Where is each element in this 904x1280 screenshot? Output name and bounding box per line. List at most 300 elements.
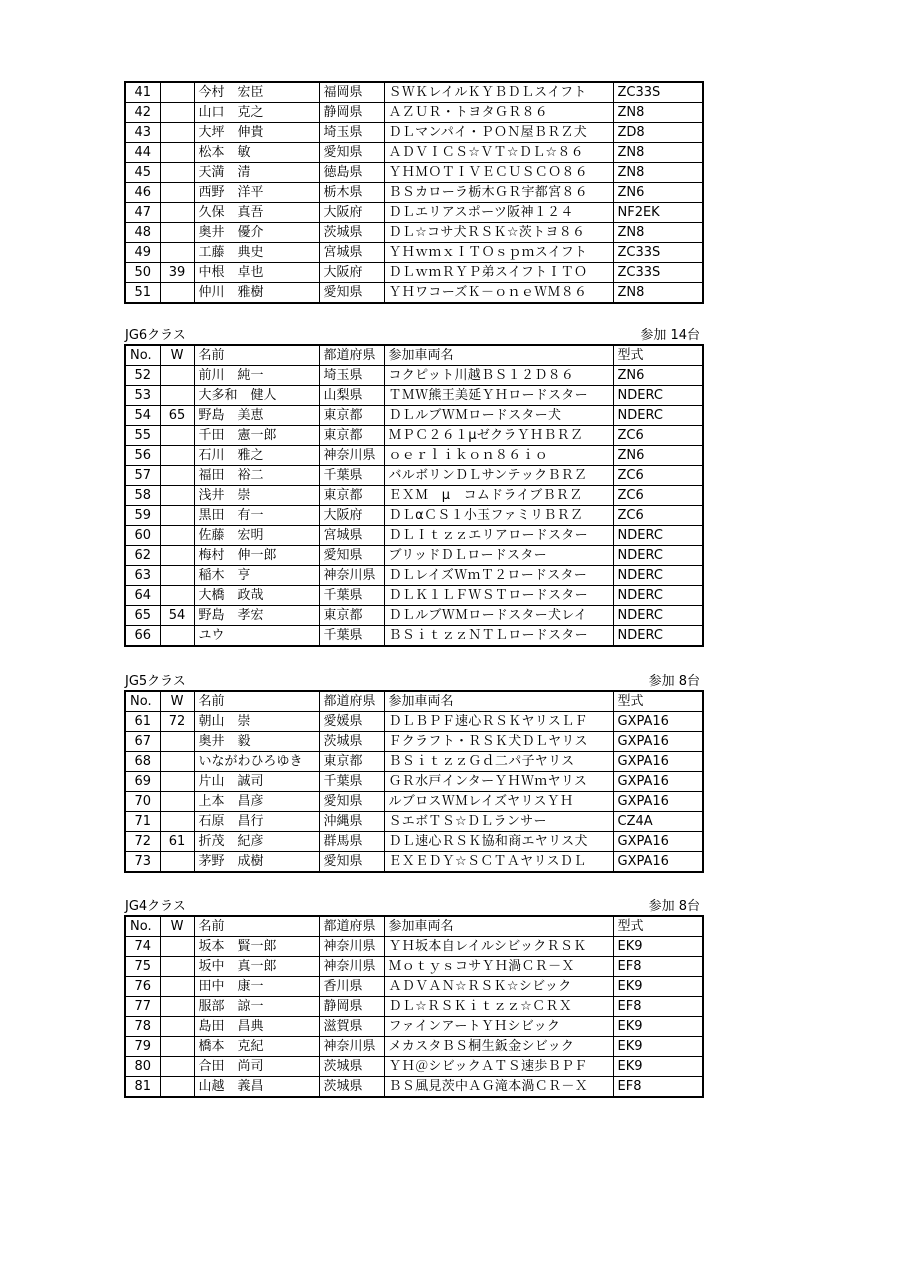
car-name: ルブロスＷＭレイズヤリスＹＨ xyxy=(384,792,613,812)
driver-name: ユウ xyxy=(194,626,319,647)
model-code: GXPA16 xyxy=(613,732,703,752)
class-title: JG6クラス xyxy=(125,328,186,343)
w-number xyxy=(160,123,194,143)
car-number: 80 xyxy=(125,1057,160,1077)
w-number xyxy=(160,426,194,446)
table-row xyxy=(125,586,703,606)
driver-name: 折茂 紀彦 xyxy=(194,832,319,852)
prefecture: 宮城県 xyxy=(319,243,384,263)
class-title: JG5クラス xyxy=(125,674,186,689)
table-row xyxy=(125,1057,703,1077)
header-row xyxy=(125,691,703,712)
prefecture: 宮城県 xyxy=(319,526,384,546)
car-number: 68 xyxy=(125,752,160,772)
model-code: ZD8 xyxy=(613,123,703,143)
table-row xyxy=(125,82,703,103)
driver-name: 奥井 毅 xyxy=(194,732,319,752)
model-code: ZN6 xyxy=(613,446,703,466)
driver-name: いながわひろゆき xyxy=(194,752,319,772)
car-number: 57 xyxy=(125,466,160,486)
w-number: 72 xyxy=(160,712,194,732)
w-number xyxy=(160,937,194,957)
model-code: ZN6 xyxy=(613,183,703,203)
driver-name: 西野 洋平 xyxy=(194,183,319,203)
driver-name: 浅井 崇 xyxy=(194,486,319,506)
w-number xyxy=(160,526,194,546)
car-name: ＡＺＵＲ・トヨタＧＲ８６ xyxy=(384,103,613,123)
w-number xyxy=(160,486,194,506)
prefecture: 徳島県 xyxy=(319,163,384,183)
model-code: ZC6 xyxy=(613,506,703,526)
driver-name: 天満 清 xyxy=(194,163,319,183)
table-row xyxy=(125,466,703,486)
driver-name: 山越 義昌 xyxy=(194,1077,319,1098)
car-name: ＧＲ水戸インターＹＨＷｍヤリス xyxy=(384,772,613,792)
model-code: NF2EK xyxy=(613,203,703,223)
prefecture: 滋賀県 xyxy=(319,1017,384,1037)
prefecture: 茨城県 xyxy=(319,1057,384,1077)
w-number xyxy=(160,1077,194,1098)
prefecture: 沖縄県 xyxy=(319,812,384,832)
model-code: EF8 xyxy=(613,997,703,1017)
car-name: ＤＬαＣＳ１小玉ファミリＢＲＺ xyxy=(384,506,613,526)
car-name: ＹＨ坂本自レイルシビックＲＳＫ xyxy=(384,937,613,957)
table-row xyxy=(125,546,703,566)
w-number xyxy=(160,506,194,526)
w-number xyxy=(160,732,194,752)
driver-name: 田中 康一 xyxy=(194,977,319,997)
model-code: ZN8 xyxy=(613,103,703,123)
driver-name: 大多和 健人 xyxy=(194,386,319,406)
table-row xyxy=(125,792,703,812)
entry-section-jg7-continued xyxy=(124,81,702,304)
prefecture: 東京都 xyxy=(319,606,384,626)
car-name: ＹＨＭＯＴＩＶＥＣＵＳＣＯ８６ xyxy=(384,163,613,183)
section-caption xyxy=(124,326,702,344)
car-number: 51 xyxy=(125,283,160,304)
driver-name: 松本 敏 xyxy=(194,143,319,163)
entry-count: 参加 8台 xyxy=(648,674,700,689)
table-row xyxy=(125,732,703,752)
car-name: Ｆクラフト・ＲＳＫ犬ＤＬヤリス xyxy=(384,732,613,752)
prefecture: 群馬県 xyxy=(319,832,384,852)
model-code: NDERC xyxy=(613,526,703,546)
table-row xyxy=(125,852,703,873)
table-row xyxy=(125,1017,703,1037)
header-prefecture: 都道府県 xyxy=(319,691,384,712)
car-number: 66 xyxy=(125,626,160,647)
car-name: ＹＨワコーズＫ－ｏｎｅＷＭ８６ xyxy=(384,283,613,304)
w-number xyxy=(160,977,194,997)
car-name: ＤＬＫ１ＬＦＷＳＴロードスター xyxy=(384,586,613,606)
w-number xyxy=(160,366,194,386)
w-number: 39 xyxy=(160,263,194,283)
prefecture: 東京都 xyxy=(319,486,384,506)
w-number xyxy=(160,546,194,566)
car-number: 43 xyxy=(125,123,160,143)
table-row xyxy=(125,957,703,977)
w-number xyxy=(160,1037,194,1057)
car-number: 52 xyxy=(125,366,160,386)
table-row xyxy=(125,283,703,304)
driver-name: 中根 卓也 xyxy=(194,263,319,283)
model-code: ZC33S xyxy=(613,82,703,103)
car-name: ＤＬ速心ＲＳＫ協和商エヤリス犬 xyxy=(384,832,613,852)
model-code: GXPA16 xyxy=(613,752,703,772)
driver-name: 野島 美恵 xyxy=(194,406,319,426)
car-name: ＤＬマンパイ・ＰＯＮ屋ＢＲＺ犬 xyxy=(384,123,613,143)
prefecture: 埼玉県 xyxy=(319,123,384,143)
header-prefecture: 都道府県 xyxy=(319,916,384,937)
table-row xyxy=(125,446,703,466)
car-name: ＡＤＶＩＣＳ☆ＶＴ☆ＤＬ☆８６ xyxy=(384,143,613,163)
car-name: ファインアートＹＨシビック xyxy=(384,1017,613,1037)
w-number xyxy=(160,626,194,647)
w-number xyxy=(160,203,194,223)
driver-name: 朝山 崇 xyxy=(194,712,319,732)
car-number: 49 xyxy=(125,243,160,263)
table-row xyxy=(125,526,703,546)
prefecture: 福岡県 xyxy=(319,82,384,103)
prefecture: 茨城県 xyxy=(319,732,384,752)
model-code: ZC33S xyxy=(613,263,703,283)
car-number: 50 xyxy=(125,263,160,283)
car-number: 73 xyxy=(125,852,160,873)
prefecture: 神奈川県 xyxy=(319,566,384,586)
car-number: 56 xyxy=(125,446,160,466)
car-name: ブリッドＤＬロードスター xyxy=(384,546,613,566)
driver-name: 上本 昌彦 xyxy=(194,792,319,812)
w-number xyxy=(160,1017,194,1037)
driver-name: 福田 裕二 xyxy=(194,466,319,486)
driver-name: 大橋 政哉 xyxy=(194,586,319,606)
w-number xyxy=(160,752,194,772)
w-number xyxy=(160,223,194,243)
table-row xyxy=(125,712,703,732)
table-row xyxy=(125,163,703,183)
car-number: 48 xyxy=(125,223,160,243)
prefecture: 愛知県 xyxy=(319,852,384,873)
car-name: ＥＸＭ μ コムドライブＢＲＺ xyxy=(384,486,613,506)
header-car-name: 参加車両名 xyxy=(384,345,613,366)
model-code: ZC6 xyxy=(613,466,703,486)
w-number xyxy=(160,183,194,203)
table-row xyxy=(125,366,703,386)
model-code: ZC6 xyxy=(613,426,703,446)
table-row xyxy=(125,1077,703,1098)
header-w-number: W xyxy=(160,345,194,366)
car-number: 65 xyxy=(125,606,160,626)
car-number: 61 xyxy=(125,712,160,732)
driver-name: 橋本 克紀 xyxy=(194,1037,319,1057)
model-code: NDERC xyxy=(613,406,703,426)
car-number: 81 xyxy=(125,1077,160,1098)
entry-count: 参加 8台 xyxy=(648,899,700,914)
driver-name: 片山 誠司 xyxy=(194,772,319,792)
driver-name: 佐藤 宏明 xyxy=(194,526,319,546)
car-number: 62 xyxy=(125,546,160,566)
table-row xyxy=(125,626,703,647)
driver-name: 山口 克之 xyxy=(194,103,319,123)
car-number: 60 xyxy=(125,526,160,546)
car-name: ＤＬ☆コサ犬ＲＳＫ☆茨トヨ８６ xyxy=(384,223,613,243)
w-number xyxy=(160,283,194,304)
prefecture: 千葉県 xyxy=(319,466,384,486)
header-driver-name: 名前 xyxy=(194,916,319,937)
class-title: JG4クラス xyxy=(125,899,186,914)
car-name: ＤＬｗｍＲＹＰ弟スイフトＩＴＯ xyxy=(384,263,613,283)
car-number: 77 xyxy=(125,997,160,1017)
car-number: 76 xyxy=(125,977,160,997)
driver-name: 稲木 亨 xyxy=(194,566,319,586)
model-code: NDERC xyxy=(613,606,703,626)
car-name: ＹＨ＠シビックＡＴＳ速歩ＢＰＦ xyxy=(384,1057,613,1077)
prefecture: 神奈川県 xyxy=(319,446,384,466)
car-number: 54 xyxy=(125,406,160,426)
table-row xyxy=(125,812,703,832)
car-name: ＢＳ風見茨中ＡＧ滝本渦ＣＲ－Ｘ xyxy=(384,1077,613,1098)
model-code: ZN8 xyxy=(613,143,703,163)
model-code: NDERC xyxy=(613,586,703,606)
w-number xyxy=(160,243,194,263)
driver-name: 石原 昌行 xyxy=(194,812,319,832)
prefecture: 香川県 xyxy=(319,977,384,997)
model-code: NDERC xyxy=(613,566,703,586)
w-number xyxy=(160,143,194,163)
header-model-code: 型式 xyxy=(613,916,703,937)
car-name: ＡＤＶＡＮ☆ＲＳＫ☆シビック xyxy=(384,977,613,997)
prefecture: 大阪府 xyxy=(319,506,384,526)
entry-table xyxy=(124,915,704,1098)
car-name: ＤＬ☆ＲＳＫｉｔｚｚ☆ＣＲＸ xyxy=(384,997,613,1017)
model-code: EF8 xyxy=(613,957,703,977)
header-car-name: 参加車両名 xyxy=(384,691,613,712)
model-code: ZN8 xyxy=(613,163,703,183)
driver-name: 島田 昌典 xyxy=(194,1017,319,1037)
car-number: 55 xyxy=(125,426,160,446)
car-number: 69 xyxy=(125,772,160,792)
header-driver-name: 名前 xyxy=(194,691,319,712)
prefecture: 神奈川県 xyxy=(319,937,384,957)
car-number: 72 xyxy=(125,832,160,852)
header-w-number: W xyxy=(160,691,194,712)
car-number: 42 xyxy=(125,103,160,123)
table-row xyxy=(125,486,703,506)
header-row xyxy=(125,345,703,366)
driver-name: 黒田 有一 xyxy=(194,506,319,526)
model-code: EK9 xyxy=(613,1057,703,1077)
prefecture: 千葉県 xyxy=(319,586,384,606)
table-row xyxy=(125,406,703,426)
entry-table xyxy=(124,690,704,873)
car-number: 53 xyxy=(125,386,160,406)
prefecture: 千葉県 xyxy=(319,772,384,792)
car-name: バルボリンＤＬサンテックＢＲＺ xyxy=(384,466,613,486)
driver-name: 仲川 雅樹 xyxy=(194,283,319,304)
table-row xyxy=(125,977,703,997)
header-model-code: 型式 xyxy=(613,691,703,712)
driver-name: 合田 尚司 xyxy=(194,1057,319,1077)
driver-name: 石川 雅之 xyxy=(194,446,319,466)
table-row xyxy=(125,606,703,626)
driver-name: 前川 純一 xyxy=(194,366,319,386)
model-code: ZC33S xyxy=(613,243,703,263)
w-number xyxy=(160,812,194,832)
header-prefecture: 都道府県 xyxy=(319,345,384,366)
model-code: ZN8 xyxy=(613,223,703,243)
table-row xyxy=(125,566,703,586)
car-number: 41 xyxy=(125,82,160,103)
model-code: EF8 xyxy=(613,1077,703,1098)
w-number xyxy=(160,1057,194,1077)
car-number: 75 xyxy=(125,957,160,977)
table-row xyxy=(125,506,703,526)
model-code: EK9 xyxy=(613,1037,703,1057)
w-number xyxy=(160,386,194,406)
w-number: 65 xyxy=(160,406,194,426)
w-number xyxy=(160,466,194,486)
model-code: GXPA16 xyxy=(613,712,703,732)
w-number xyxy=(160,792,194,812)
w-number xyxy=(160,772,194,792)
table-row xyxy=(125,103,703,123)
w-number xyxy=(160,163,194,183)
table-row xyxy=(125,203,703,223)
w-number xyxy=(160,446,194,466)
header-car-number: No. xyxy=(125,916,160,937)
car-name: ｏｅｒｌｉｋｏｎ８６ｉｏ xyxy=(384,446,613,466)
header-car-number: No. xyxy=(125,691,160,712)
driver-name: 今村 宏臣 xyxy=(194,82,319,103)
entry-count: 参加 14台 xyxy=(640,328,700,343)
model-code: GXPA16 xyxy=(613,852,703,873)
prefecture: 栃木県 xyxy=(319,183,384,203)
car-name: ＤＬエリアスポーツ阪神１２４ xyxy=(384,203,613,223)
prefecture: 茨城県 xyxy=(319,1077,384,1098)
driver-name: 服部 諒一 xyxy=(194,997,319,1017)
model-code: EK9 xyxy=(613,937,703,957)
car-number: 70 xyxy=(125,792,160,812)
table-row xyxy=(125,937,703,957)
car-name: ＤＬルブＷＭロードスター犬レイ xyxy=(384,606,613,626)
car-number: 79 xyxy=(125,1037,160,1057)
model-code: GXPA16 xyxy=(613,772,703,792)
model-code: GXPA16 xyxy=(613,832,703,852)
model-code: EK9 xyxy=(613,977,703,997)
car-number: 45 xyxy=(125,163,160,183)
driver-name: 野島 孝宏 xyxy=(194,606,319,626)
driver-name: 坂中 真一郎 xyxy=(194,957,319,977)
entry-section-jg4 xyxy=(124,897,702,1098)
model-code: GXPA16 xyxy=(613,792,703,812)
w-number xyxy=(160,997,194,1017)
w-number xyxy=(160,82,194,103)
table-row xyxy=(125,183,703,203)
car-number: 59 xyxy=(125,506,160,526)
car-name: ＢＳｉｔｚｚＧｄ二パ子ヤリス xyxy=(384,752,613,772)
table-row xyxy=(125,426,703,446)
car-name: ＳＷＫレイルＫＹＢＤＬスイフト xyxy=(384,82,613,103)
model-code: CZ4A xyxy=(613,812,703,832)
driver-name: 千田 憲一郎 xyxy=(194,426,319,446)
driver-name: 茅野 成樹 xyxy=(194,852,319,873)
section-caption xyxy=(124,897,702,915)
car-name: ＥＸＥＤＹ☆ＳＣＴＡヤリスＤＬ xyxy=(384,852,613,873)
driver-name: 坂本 賢一郎 xyxy=(194,937,319,957)
section-caption xyxy=(124,672,702,690)
driver-name: 久保 真吾 xyxy=(194,203,319,223)
entry-section-jg6 xyxy=(124,326,702,647)
prefecture: 愛知県 xyxy=(319,546,384,566)
header-w-number: W xyxy=(160,916,194,937)
w-number xyxy=(160,852,194,873)
car-name: ＤＬレイズＷｍＴ２ロードスター xyxy=(384,566,613,586)
prefecture: 山梨県 xyxy=(319,386,384,406)
table-row xyxy=(125,223,703,243)
prefecture: 千葉県 xyxy=(319,626,384,647)
car-number: 44 xyxy=(125,143,160,163)
model-code: ZN6 xyxy=(613,366,703,386)
header-row xyxy=(125,916,703,937)
table-row xyxy=(125,832,703,852)
header-driver-name: 名前 xyxy=(194,345,319,366)
car-number: 78 xyxy=(125,1017,160,1037)
table-row xyxy=(125,997,703,1017)
car-number: 46 xyxy=(125,183,160,203)
car-number: 63 xyxy=(125,566,160,586)
prefecture: 愛知県 xyxy=(319,792,384,812)
car-name: ＭＰＣ２６１μゼクラＹＨＢＲＺ xyxy=(384,426,613,446)
table-row xyxy=(125,143,703,163)
prefecture: 茨城県 xyxy=(319,223,384,243)
entry-section-jg5 xyxy=(124,672,702,873)
driver-name: 梅村 伸一郎 xyxy=(194,546,319,566)
prefecture: 東京都 xyxy=(319,752,384,772)
car-number: 67 xyxy=(125,732,160,752)
model-code: EK9 xyxy=(613,1017,703,1037)
prefecture: 神奈川県 xyxy=(319,957,384,977)
prefecture: 東京都 xyxy=(319,426,384,446)
table-row xyxy=(125,123,703,143)
table-row xyxy=(125,752,703,772)
car-number: 64 xyxy=(125,586,160,606)
car-number: 71 xyxy=(125,812,160,832)
car-name: ＭｏｔｙｓコサＹＨ渦ＣＲ－Ｘ xyxy=(384,957,613,977)
prefecture: 愛知県 xyxy=(319,143,384,163)
prefecture: 愛媛県 xyxy=(319,712,384,732)
model-code: NDERC xyxy=(613,626,703,647)
car-name: コクピット川越ＢＳ１２Ｄ８６ xyxy=(384,366,613,386)
car-number: 74 xyxy=(125,937,160,957)
model-code: NDERC xyxy=(613,386,703,406)
car-name: ＴＭＷ熊王美延ＹＨロードスター xyxy=(384,386,613,406)
car-name: ＢＳカローラ栃木ＧＲ宇都宮８６ xyxy=(384,183,613,203)
table-row xyxy=(125,263,703,283)
prefecture: 埼玉県 xyxy=(319,366,384,386)
car-name: ＤＬＩｔｚｚエリアロードスター xyxy=(384,526,613,546)
prefecture: 東京都 xyxy=(319,406,384,426)
prefecture: 静岡県 xyxy=(319,103,384,123)
car-name: ＳエボＴＳ☆ＤＬランサー xyxy=(384,812,613,832)
car-name: ＤＬルブＷＭロードスター犬 xyxy=(384,406,613,426)
driver-name: 大坪 伸貴 xyxy=(194,123,319,143)
entry-table xyxy=(124,81,704,304)
entry-table xyxy=(124,344,704,647)
header-car-number: No. xyxy=(125,345,160,366)
w-number xyxy=(160,103,194,123)
prefecture: 静岡県 xyxy=(319,997,384,1017)
header-car-name: 参加車両名 xyxy=(384,916,613,937)
